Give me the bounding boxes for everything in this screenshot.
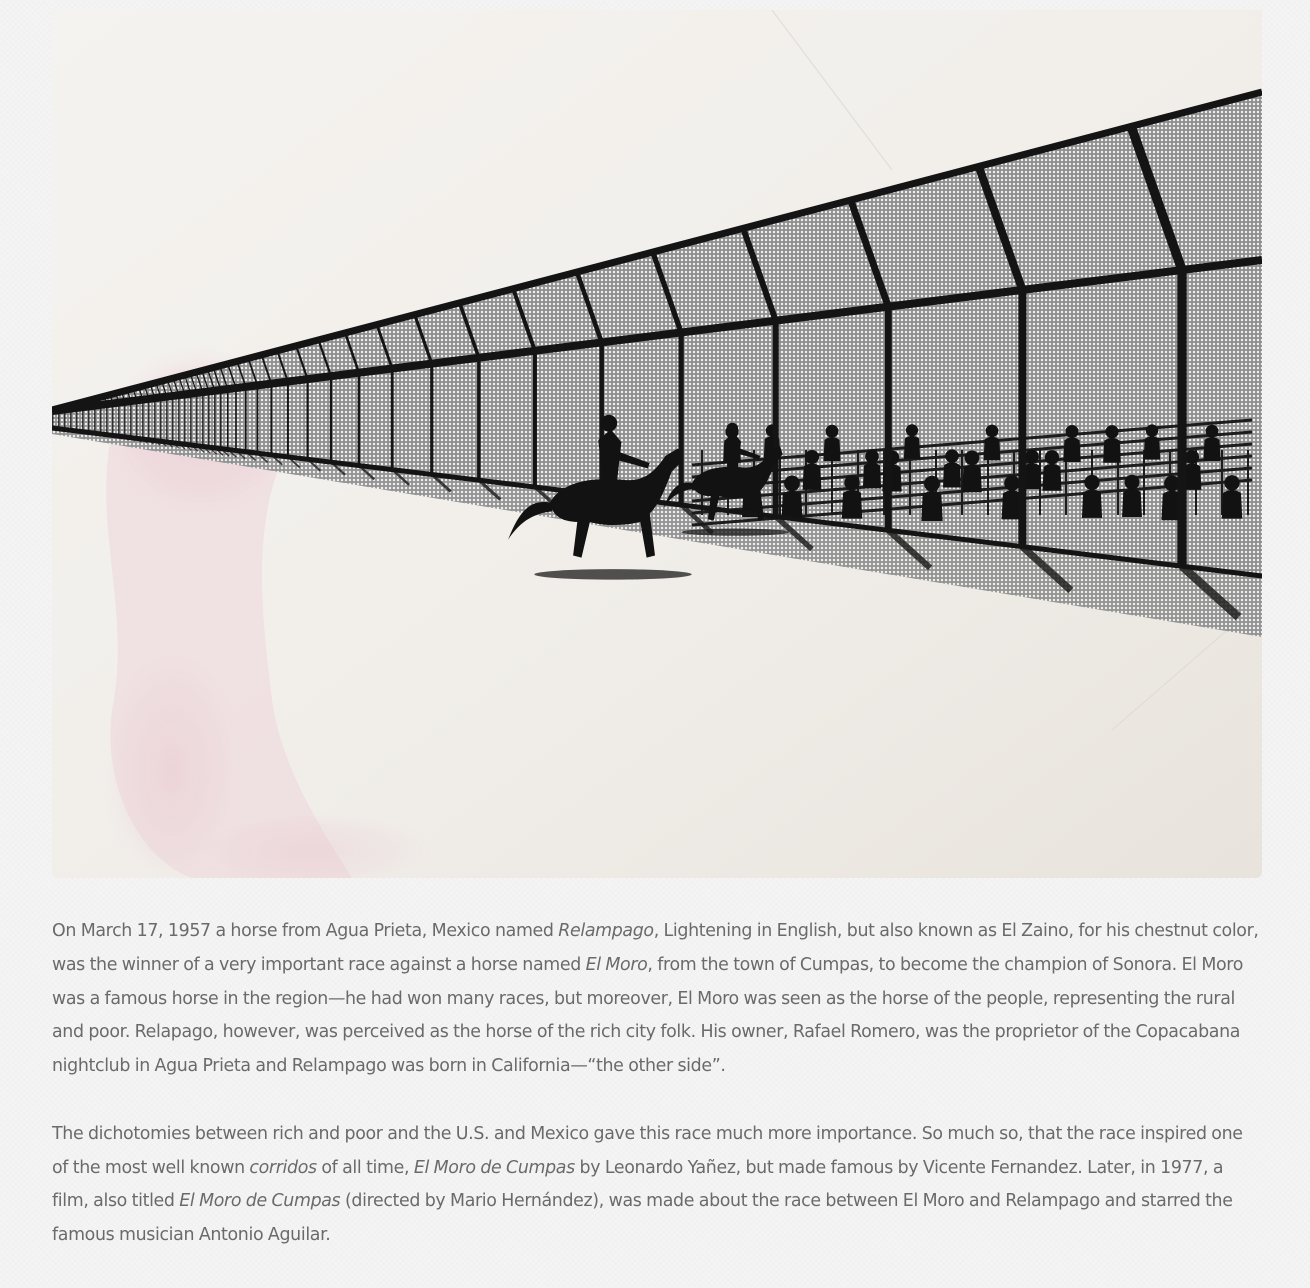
spectator-body	[1042, 464, 1061, 491]
spectator-head	[924, 476, 940, 492]
spectator-head	[805, 450, 819, 464]
spectator-head	[1224, 475, 1239, 490]
article-paragraph-2	[52, 1118, 1262, 1253]
spectator-head	[986, 425, 999, 438]
spectator-body	[1103, 438, 1121, 463]
article-paragraph-1	[52, 915, 1262, 1084]
spectator-head	[784, 476, 800, 492]
article-illustration	[52, 10, 1262, 878]
spectator-head	[1065, 425, 1078, 438]
spectator-body	[984, 437, 1001, 461]
spectator-head	[1206, 425, 1219, 438]
spectator-body	[1144, 436, 1161, 459]
spectator-body	[823, 437, 840, 461]
horse-name-relampago: Relampago	[558, 921, 654, 941]
border-fence-racetrack-illustration	[52, 10, 1262, 878]
spectator-head	[1105, 425, 1118, 438]
spectator-body	[842, 490, 862, 519]
paragraph-2-text-1: The dichotomies between rich and poor and the U.S. and Mexico gave this race much more importance. So much so, that the race inspired one of the most well known	[52, 1123, 1243, 1178]
spectator-body	[921, 491, 942, 521]
spectator-head	[1146, 424, 1158, 436]
paragraph-1-text-2: , Lightening in English, but also known as El Zaino, for his chestnut color, was the winner of a very important race against a horse named	[52, 921, 1259, 975]
spectator-head	[826, 425, 839, 438]
spectator-head	[1084, 475, 1099, 490]
paragraph-2-text-4: (directed by Mario Hernández), was made about the race between El Moro and Relampago and starred the famous musician Antonio Aguilar.	[52, 1191, 1233, 1246]
spectator-body	[1082, 489, 1102, 517]
spectator-head	[844, 475, 859, 490]
article	[52, 10, 1262, 1253]
spectator-body	[962, 465, 982, 493]
spectator-head	[945, 449, 958, 462]
spectator-body	[803, 463, 822, 489]
term-corridos: corridos	[249, 1157, 317, 1178]
spectator-head	[1185, 450, 1199, 464]
spectator-head	[965, 451, 980, 466]
spectator-body	[863, 463, 881, 489]
spectator-body	[943, 462, 961, 487]
song-title: El Moro de Cumpas	[413, 1157, 575, 1178]
spectator-head	[1004, 475, 1020, 491]
paragraph-1-text-1: On March 17, 1957 a horse from Agua Prieta, Mexico named	[52, 921, 559, 941]
paragraph-2-text-2: of all time,	[316, 1157, 414, 1178]
spectator-body	[904, 436, 920, 459]
film-title: El Moro de Cumpas	[179, 1191, 341, 1212]
paragraph-2-text-3: by Leonardo Yañez, but made famous by Vicente Fernandez. Later, in 1977, a film, also titled	[52, 1157, 1224, 1212]
spectator-head	[1025, 450, 1039, 464]
article-body	[52, 915, 1262, 1253]
spectator-head	[865, 450, 879, 464]
spectator-body	[1122, 489, 1142, 517]
spectator-head	[906, 424, 918, 436]
spectator-body	[1063, 437, 1080, 461]
paragraph-1-text-3: , from the town of Cumpas, to become the champion of Sonora. El Moro was a famous horse in the region—he had won many races, but moreover, El Moro was seen as the horse of the people, representing the rural and poor. Relapago, however, was perceived as the horse of the rich city folk. His owner, Rafael Romero, was the proprietor of the Copacabana nightclub in Agua Prieta and Relampago was born in California—“the other side”.	[52, 954, 1243, 1077]
spectator-body	[1203, 437, 1220, 461]
spectator-body	[1222, 490, 1242, 519]
spectator-head	[1045, 450, 1059, 464]
horse-name-el-moro: El Moro	[585, 954, 648, 975]
spectator-head	[1125, 475, 1140, 490]
